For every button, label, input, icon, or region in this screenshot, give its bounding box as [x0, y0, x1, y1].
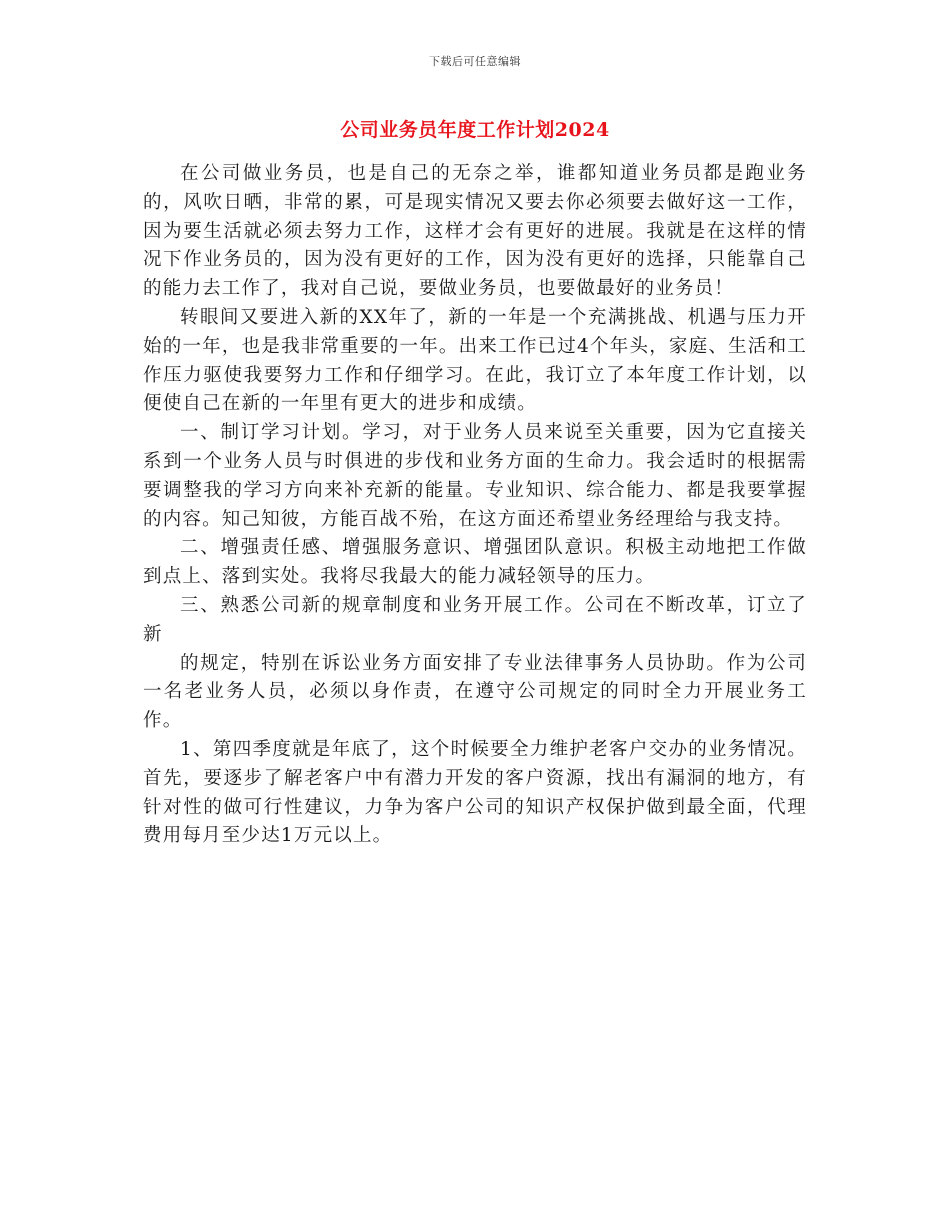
header-note: 下载后可任意编辑: [429, 55, 521, 68]
paragraph-intro: 在公司做业务员，也是自己的无奈之举，谁都知道业务员都是跑业务的，风吹日晒，非常的累，可是现实情况又要去你必须要去做好这一工作，因为要生活就必须去努力工作，这样才会有更好的进展。我就是在这样的情况下作业务员的，因为没有更好的工作，因为没有更好的选择，只能靠自己的能力去工作了，我对自己说，要做业务员，也要做最好的业务员！: [143, 163, 807, 300]
document-body: [143, 160, 807, 851]
paragraph-responsibility: 二、增强责任感、增强服务意识、增强团队意识。积极主动地把工作做到点上、落到实处。我将尽我最大的能力减轻领导的压力。: [143, 537, 807, 588]
document-title: 公司业务员年度工作计划2024: [340, 119, 610, 141]
paragraph-regulations: 三、熟悉公司新的规章制度和业务开展工作。公司在不断改革，订立了新: [143, 594, 807, 645]
paragraph-fourth-quarter: 1、第四季度就是年底了，这个时候要全力维护老客户交办的业务情况。首先，要逐步了解老客户中有潜力开发的客户资源，找出有漏洞的地方，有针对性的做可行性建议，力争为客户公司的知识产权保护做到最全面，代理费用每月至少达1万元以上。: [143, 738, 807, 847]
paragraph-new-year: 转眼间又要进入新的XX年了，新的一年是一个充满挑战、机遇与压力开始的一年，也是我非常重要的一年。出来工作已过4个年头，家庭、生活和工作压力驱使我要努力工作和仔细学习。在此，我订立了本年度工作计划，以便使自己在新的一年里有更大的进步和成绩。: [143, 306, 807, 415]
paragraph-regulations-continued: 的规定，特别在诉讼业务方面安排了专业法律事务人员协助。作为公司一名老业务人员，必须以身作责，在遵守公司规定的同时全力开展业务工作。: [143, 652, 807, 732]
paragraph-study-plan: 一、制订学习计划。学习，对于业务人员来说至关重要，因为它直接关系到一个业务人员与时俱进的步伐和业务方面的生命力。我会适时的根据需要调整我的学习方向来补充新的能量。专业知识、综合能力、都是我要掌握的内容。知己知彼，方能百战不殆，在这方面还希望业务经理给与我支持。: [143, 422, 807, 530]
